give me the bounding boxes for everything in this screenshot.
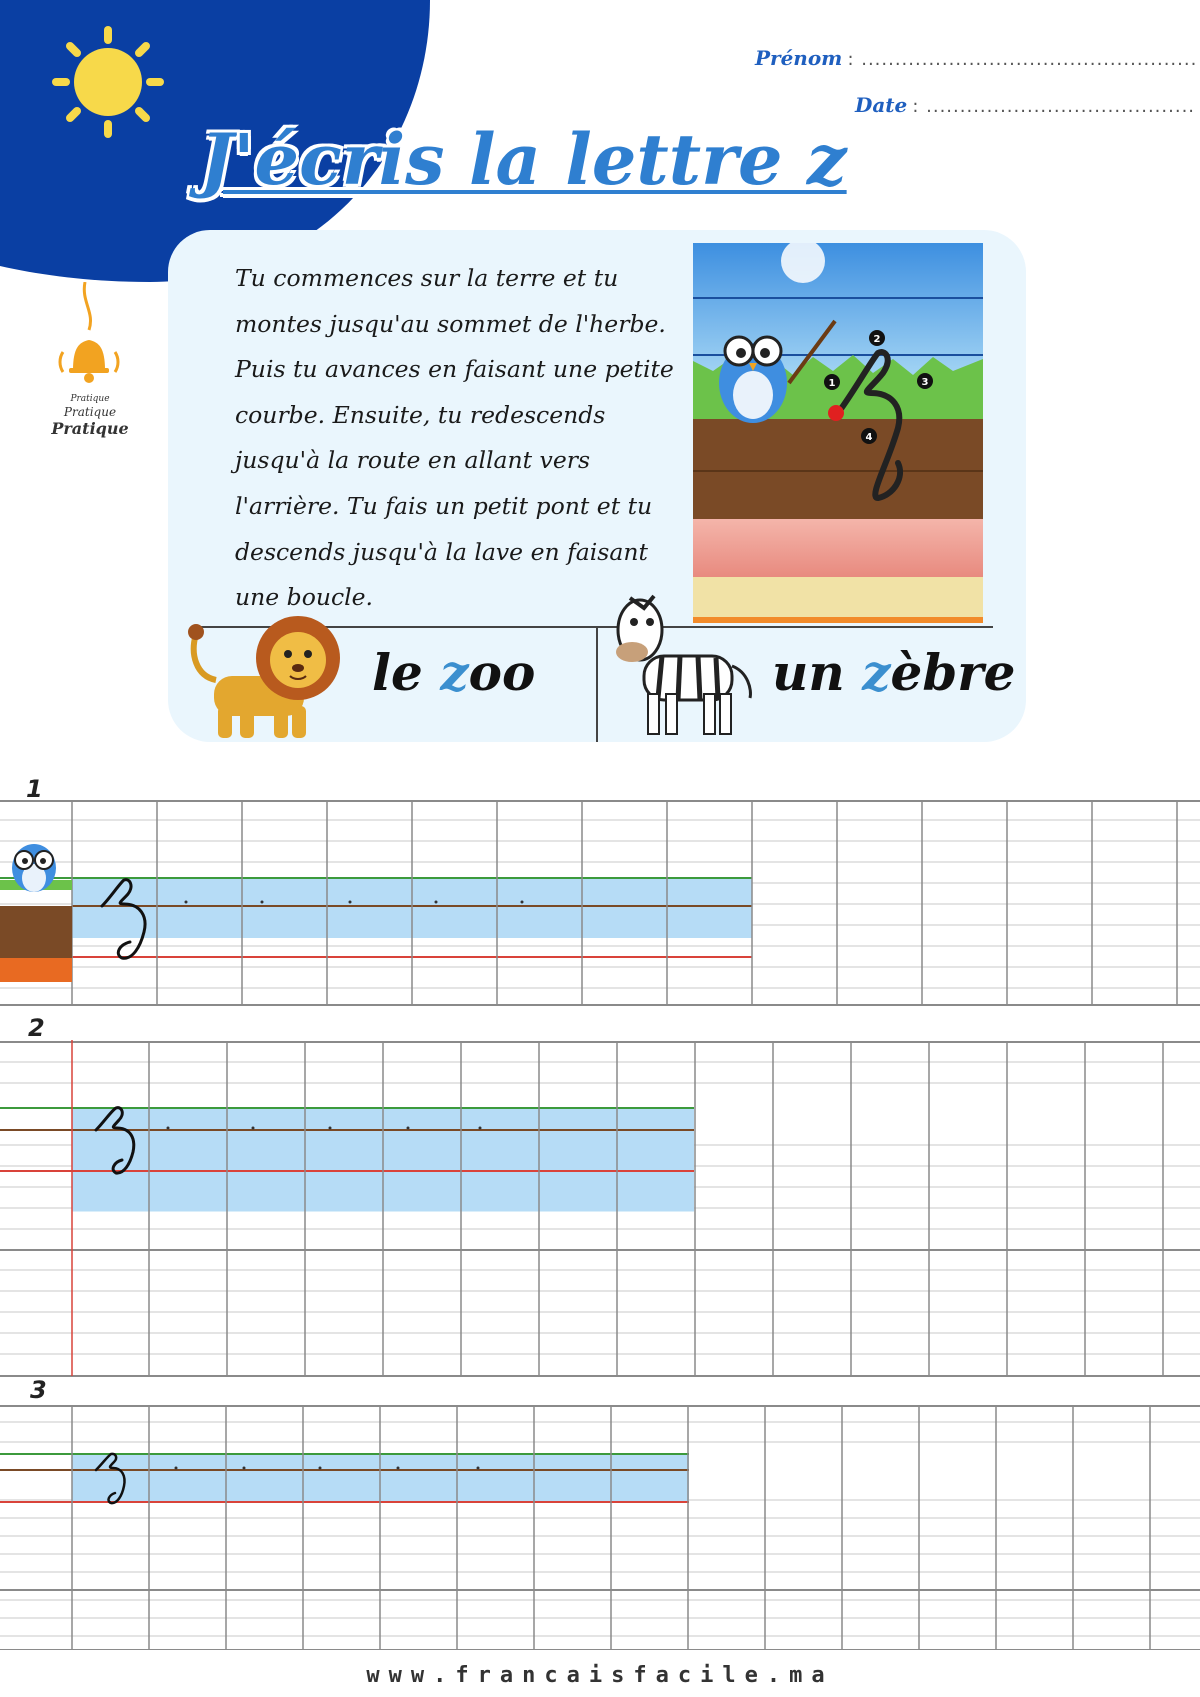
word-prefix: un — [772, 643, 863, 702]
logo-text-line: Pratique — [70, 394, 110, 404]
word-highlight: z — [440, 643, 469, 702]
instructions-text: Tu commences sur la terre et tu montes jusqu'au sommet de l'herbe. Puis tu avances en faisant une petite courbe. Ensuite, tu redescends jusqu'à la route en allant vers l'arrière. Tu fais un petit pont et tu descends jusqu'à la lave en faisant une boucle. — [235, 264, 674, 612]
earth-band — [693, 419, 983, 519]
lion-icon — [186, 614, 352, 742]
letter-formation-diagram — [693, 243, 983, 628]
card-divider-vertical — [596, 626, 598, 742]
owl-icon — [719, 337, 787, 423]
owl-marker-icon — [0, 844, 72, 982]
date-field[interactable] — [855, 93, 1195, 117]
word-suffix: èbre — [890, 643, 1016, 702]
practice-row-number: 1 — [26, 775, 43, 803]
lava-band — [693, 519, 983, 577]
word-un-zebre — [772, 643, 1015, 702]
date-label: Date — [855, 93, 908, 117]
practice-row-number: 2 — [28, 1014, 45, 1042]
step-number: 4 — [865, 432, 873, 443]
logo-text — [40, 395, 140, 437]
word-highlight: z — [862, 643, 891, 702]
step-number: 1 — [828, 378, 836, 389]
footer-url[interactable]: www.francaisfacile.ma — [366, 1663, 834, 1688]
practice-area-3 — [0, 1400, 1200, 1650]
prenom-field[interactable] — [755, 46, 1197, 70]
word-suffix: oo — [468, 643, 536, 702]
step-number: 3 — [921, 377, 929, 388]
date-dots: : ........................................ — [912, 96, 1196, 117]
word-le-zoo — [372, 643, 535, 702]
practice-area-1 — [0, 798, 1200, 1008]
practice-area-2 — [0, 1040, 1200, 1380]
prenom-label: Prénom — [755, 46, 843, 70]
zebra-icon — [610, 594, 758, 742]
logo-text-line: Pratique — [51, 419, 129, 438]
page-title: J'écris la lettre z — [200, 118, 847, 201]
practice-row-number: 3 — [30, 1376, 47, 1404]
step-number: 2 — [873, 334, 881, 345]
prenom-dots: : .................................................. — [847, 49, 1198, 70]
word-prefix: le — [372, 643, 441, 702]
start-point — [828, 405, 844, 421]
logo-text-line: Pratique — [63, 405, 117, 419]
bell-icon — [55, 282, 125, 394]
